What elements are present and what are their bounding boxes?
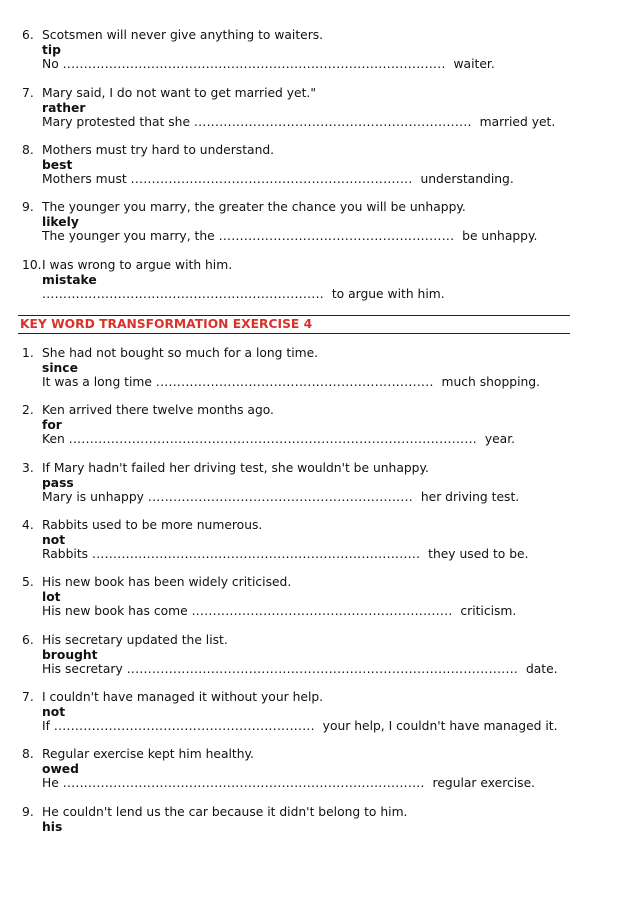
exercise-item <box>22 86 582 130</box>
answer-prefix: He <box>42 776 59 790</box>
answer-blank[interactable]: ........................................................................................... <box>62 57 446 71</box>
exercise-item <box>22 200 582 244</box>
answer-suffix: to argue with him. <box>331 287 445 301</box>
item-number: 4. <box>22 518 34 532</box>
item-sentence: Mary said, I do not want to get married yet." <box>42 86 316 100</box>
item-sentence: His secretary updated the list. <box>42 633 228 647</box>
answer-prefix: His secretary <box>42 662 123 676</box>
item-keyword: lot <box>42 589 61 604</box>
answer-prefix: His new book has come <box>42 604 188 618</box>
item-keyword: his <box>42 819 63 834</box>
answer-prefix: No <box>42 57 59 71</box>
item-keyword: mistake <box>42 272 97 287</box>
answer-blank[interactable]: ...................................................................................... <box>62 776 425 790</box>
item-number: 6. <box>22 633 34 647</box>
item-keyword: best <box>42 157 73 172</box>
item-sentence: I couldn't have managed it without your help. <box>42 690 324 704</box>
answer-suffix: criticism. <box>460 604 517 618</box>
answer-blank[interactable]: .............................................................. <box>191 604 453 618</box>
item-sentence: I was wrong to argue with him. <box>42 258 233 272</box>
answer-blank[interactable]: .................................................................. <box>193 115 472 129</box>
exercise-item <box>22 403 582 447</box>
item-keyword: owed <box>42 761 79 776</box>
answer-blank[interactable]: ............................................................................................. <box>126 662 519 676</box>
item-number: 10. <box>22 258 42 272</box>
exercise-item <box>22 747 582 791</box>
answer-prefix: Mary is unhappy <box>42 490 144 504</box>
answer-prefix: The younger you marry, the <box>42 229 215 243</box>
item-sentence: He couldn't lend us the car because it didn't belong to him. <box>42 805 408 819</box>
item-keyword: not <box>42 704 66 719</box>
answer-suffix: married yet. <box>479 115 556 129</box>
item-sentence: Regular exercise kept him healthy. <box>42 747 254 761</box>
answer-suffix: regular exercise. <box>432 776 536 790</box>
exercise-item <box>22 690 582 734</box>
answer-suffix: date. <box>525 662 558 676</box>
item-keyword: for <box>42 417 62 432</box>
exercise-item <box>22 518 582 562</box>
exercise-item <box>22 461 582 505</box>
exercise-item <box>22 633 582 677</box>
answer-suffix: much shopping. <box>441 375 540 389</box>
answer-suffix: waiter. <box>453 57 495 71</box>
item-number: 2. <box>22 403 34 417</box>
exercise-item <box>22 805 582 834</box>
answer-suffix: your help, I couldn't have managed it. <box>322 719 558 733</box>
item-number: 7. <box>22 86 34 100</box>
answer-prefix: If <box>42 719 50 733</box>
item-keyword: not <box>42 532 66 547</box>
answer-suffix: year. <box>484 432 516 446</box>
item-number: 9. <box>22 200 34 214</box>
answer-prefix: Rabbits <box>42 547 89 561</box>
answer-prefix: Mothers must <box>42 172 127 186</box>
answer-blank[interactable]: ................................................................... <box>42 287 324 301</box>
answer-suffix: be unhappy. <box>462 229 538 243</box>
item-keyword: brought <box>42 647 98 662</box>
item-number: 8. <box>22 747 34 761</box>
item-keyword: likely <box>42 214 79 229</box>
item-sentence: She had not bought so much for a long time. <box>42 346 319 360</box>
answer-suffix: they used to be. <box>428 547 529 561</box>
item-number: 7. <box>22 690 34 704</box>
answer-prefix: It was a long time <box>42 375 152 389</box>
item-sentence: Scotsmen will never give anything to waiters. <box>42 28 324 42</box>
item-number: 9. <box>22 805 34 819</box>
exercise-item <box>22 346 582 390</box>
answer-prefix: Mary protested that she <box>42 115 191 129</box>
answer-blank[interactable]: ............................................................... <box>147 490 414 504</box>
answer-suffix: her driving test. <box>420 490 520 504</box>
answer-blank[interactable]: ................................................................................................. <box>68 432 477 446</box>
item-sentence: Rabbits used to be more numerous. <box>42 518 263 532</box>
item-sentence: Mothers must try hard to understand. <box>42 143 275 157</box>
item-sentence: If Mary hadn't failed her driving test, she wouldn't be unhappy. <box>42 461 429 475</box>
exercise-item <box>22 143 582 187</box>
exercise-item <box>22 575 582 619</box>
answer-blank[interactable]: .............................................................................. <box>92 547 421 561</box>
item-sentence: Ken arrived there twelve months ago. <box>42 403 274 417</box>
item-keyword: pass <box>42 475 74 490</box>
answer-blank[interactable]: .............................................................. <box>53 719 315 733</box>
answer-prefix: Ken <box>42 432 65 446</box>
item-number: 8. <box>22 143 34 157</box>
item-keyword: tip <box>42 42 61 57</box>
section-heading: KEY WORD TRANSFORMATION EXERCISE 4 <box>18 315 570 334</box>
answer-suffix: understanding. <box>420 172 514 186</box>
item-keyword: rather <box>42 100 86 115</box>
item-sentence: His new book has been widely criticised. <box>42 575 292 589</box>
item-keyword: since <box>42 360 78 375</box>
answer-blank[interactable]: ........................................................ <box>218 229 455 243</box>
item-number: 5. <box>22 575 34 589</box>
item-number: 6. <box>22 28 34 42</box>
item-number: 3. <box>22 461 34 475</box>
answer-blank[interactable]: .................................................................. <box>155 375 434 389</box>
exercise-item <box>22 28 582 72</box>
item-number: 1. <box>22 346 34 360</box>
answer-blank[interactable]: ................................................................... <box>130 172 413 186</box>
exercise-item <box>22 258 582 302</box>
item-sentence: The younger you marry, the greater the chance you will be unhappy. <box>42 200 466 214</box>
